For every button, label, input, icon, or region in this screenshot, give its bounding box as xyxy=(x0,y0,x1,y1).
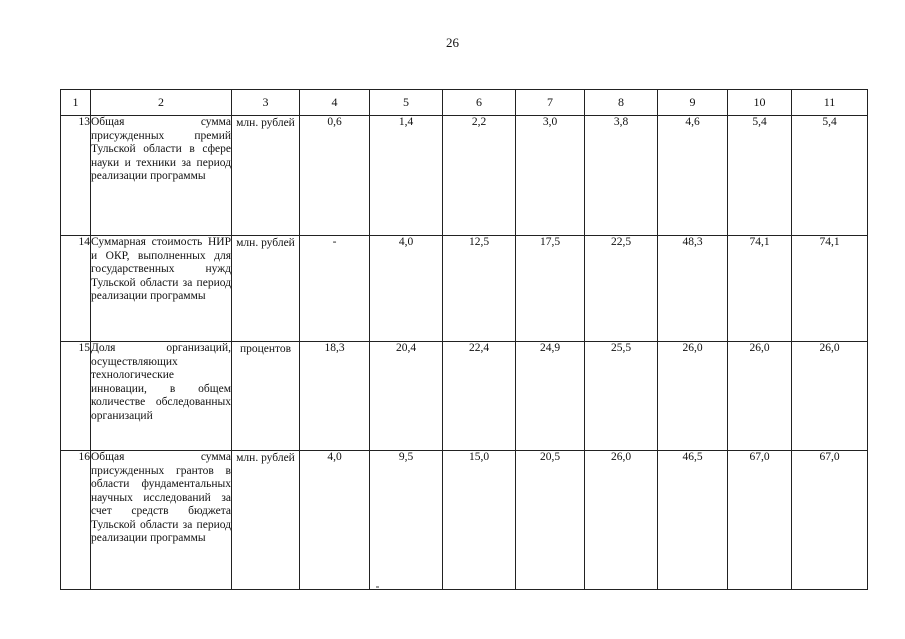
value-cell: 4,0 xyxy=(370,236,443,342)
value-cell: 22,5 xyxy=(585,236,658,342)
unit-cell: млн. рублей xyxy=(232,116,300,236)
row-number: 15 xyxy=(61,342,91,451)
table-row xyxy=(61,116,868,236)
value-cell: 4,6 xyxy=(658,116,728,236)
header-cell: 1 xyxy=(61,90,91,116)
value-cell: 2,2 xyxy=(443,116,516,236)
value-cell: 12,5 xyxy=(443,236,516,342)
unit-cell: млн. рублей xyxy=(232,236,300,342)
value-cell: 15,0 xyxy=(443,451,516,590)
indicator-name: Общая сумма присужденных грантов в области фундаментальных научных исследований за счет средств бюджета Тульской области за период реализации программы xyxy=(91,451,232,590)
value-cell: 5,4 xyxy=(728,116,792,236)
header-cell: 11 xyxy=(792,90,868,116)
header-cell: 5 xyxy=(370,90,443,116)
value-cell: 1,4 xyxy=(370,116,443,236)
value-cell: 4,0 xyxy=(300,451,370,590)
row-number: 14 xyxy=(61,236,91,342)
value-cell: 74,1 xyxy=(728,236,792,342)
value-cell: 5,4 xyxy=(792,116,868,236)
header-cell: 7 xyxy=(516,90,585,116)
value-cell: 20,5 xyxy=(516,451,585,590)
value-cell: 26,0 xyxy=(658,342,728,451)
indicator-name: Общая сумма присужденных премий Тульской области в сфере науки и техники за период реализации программы xyxy=(91,116,232,236)
table-row xyxy=(61,342,868,451)
value-cell: - xyxy=(300,236,370,342)
value-cell: 26,0 xyxy=(728,342,792,451)
indicator-name: Доля организаций, осуществляющих технологические инновации, в общем количестве обследованных организаций xyxy=(91,342,232,451)
value-cell: 25,5 xyxy=(585,342,658,451)
value-cell: 67,0 xyxy=(792,451,868,590)
value-cell: 26,0 xyxy=(585,451,658,590)
row-number: 13 xyxy=(61,116,91,236)
table-row xyxy=(61,236,868,342)
value-cell: 3,8 xyxy=(585,116,658,236)
value-cell: 17,5 xyxy=(516,236,585,342)
scan-speck xyxy=(376,586,379,588)
header-cell: 2 xyxy=(91,90,232,116)
value-cell: 46,5 xyxy=(658,451,728,590)
unit-cell: млн. рублей xyxy=(232,451,300,590)
table-header-row xyxy=(61,90,868,116)
header-cell: 8 xyxy=(585,90,658,116)
indicators-table xyxy=(60,89,868,590)
value-cell: 18,3 xyxy=(300,342,370,451)
header-cell: 4 xyxy=(300,90,370,116)
value-cell: 48,3 xyxy=(658,236,728,342)
value-cell: 24,9 xyxy=(516,342,585,451)
page-number: 26 xyxy=(446,35,459,50)
unit-cell: процентов xyxy=(232,342,300,451)
row-number: 16 xyxy=(61,451,91,590)
header-cell: 6 xyxy=(443,90,516,116)
value-cell: 20,4 xyxy=(370,342,443,451)
value-cell: 0,6 xyxy=(300,116,370,236)
header-cell: 3 xyxy=(232,90,300,116)
value-cell: 22,4 xyxy=(443,342,516,451)
header-cell: 9 xyxy=(658,90,728,116)
value-cell: 67,0 xyxy=(728,451,792,590)
value-cell: 74,1 xyxy=(792,236,868,342)
value-cell: 26,0 xyxy=(792,342,868,451)
value-cell: 3,0 xyxy=(516,116,585,236)
header-cell: 10 xyxy=(728,90,792,116)
value-cell: 9,5 xyxy=(370,451,443,590)
indicator-name: Суммарная стоимость НИР и ОКР, выполненных для государственных нужд Тульской области за период реализации программы xyxy=(91,236,232,342)
table-row xyxy=(61,451,868,590)
